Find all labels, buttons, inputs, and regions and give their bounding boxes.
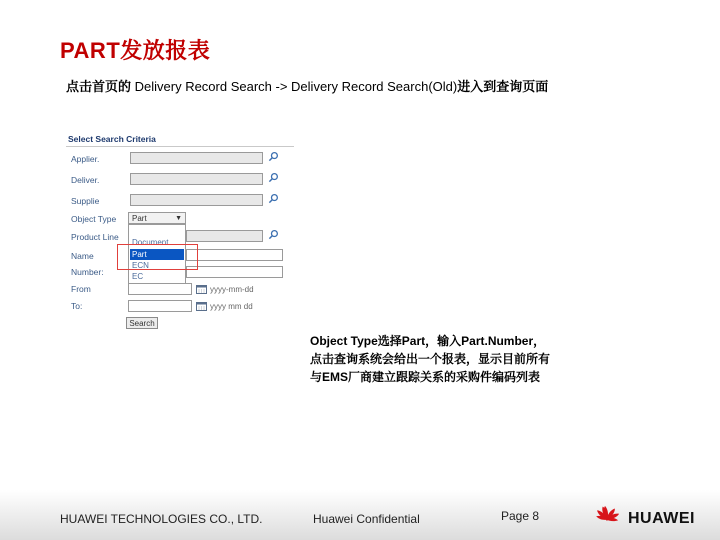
supplier-field[interactable] <box>130 194 263 206</box>
to-date-field[interactable] <box>128 300 192 312</box>
deliver-field[interactable] <box>130 173 263 185</box>
subtitle-suffix: 进入到查询页面 <box>457 79 549 94</box>
search-form-screenshot <box>64 130 296 332</box>
name-field[interactable] <box>186 249 283 261</box>
note-line-2: 点击查询系统会给出一个报表，显示目前所有 <box>310 352 551 366</box>
slide-title: PART发放报表 <box>60 38 211 63</box>
object-type-label: Object Type <box>71 214 117 224</box>
object-type-select[interactable] <box>128 212 186 224</box>
product-line-label: Product Line <box>71 232 119 242</box>
applier-field[interactable] <box>130 152 263 164</box>
dropdown-option-part[interactable]: Part <box>130 249 184 260</box>
number-field[interactable] <box>186 266 283 278</box>
dropdown-option-ec[interactable]: EC <box>132 272 144 281</box>
subtitle-prefix: 点击首页的 <box>66 79 132 94</box>
footer-company: HUAWEI TECHNOLOGIES CO., LTD. <box>60 512 263 526</box>
search-icon[interactable] <box>268 151 279 162</box>
from-date-field[interactable] <box>128 283 192 295</box>
slide-subtitle <box>66 76 548 95</box>
deliver-label: Deliver. <box>71 175 100 185</box>
search-button[interactable]: Search <box>126 317 158 329</box>
highlight-box <box>117 244 198 270</box>
subtitle-path: Delivery Record Search -> Delivery Record Search(Old) <box>131 79 458 94</box>
number-label: Number: <box>71 267 104 277</box>
footer-brand: HUAWEI <box>628 510 695 527</box>
chevron-down-icon: ▼ <box>175 215 182 222</box>
calendar-icon[interactable] <box>196 301 207 311</box>
footer-confidential: Huawei Confidential <box>313 512 420 526</box>
search-icon[interactable] <box>268 193 279 204</box>
from-label: From <box>71 284 91 294</box>
form-divider <box>66 146 294 147</box>
supplier-label: Supplie <box>71 196 100 206</box>
product-line-field[interactable] <box>186 230 263 242</box>
applier-label: Applier. <box>71 154 100 164</box>
footer-page-number: Page 8 <box>501 509 540 523</box>
form-header: Select Search Criteria <box>68 134 156 144</box>
name-label: Name <box>71 251 94 261</box>
search-icon[interactable] <box>268 172 279 183</box>
from-date-placeholder: yyyy-mm-dd <box>210 285 254 294</box>
dropdown-option-ecn[interactable]: ECN <box>132 261 149 270</box>
instruction-note <box>310 332 610 386</box>
to-label: To: <box>71 301 83 311</box>
dropdown-option-document[interactable]: Document <box>132 238 169 247</box>
search-icon[interactable] <box>268 229 279 240</box>
note-line-1: Object Type选择Part，输入Part.Number， <box>310 334 546 348</box>
object-type-value: Part <box>132 214 147 223</box>
note-line-3: 与EMS厂商建立跟踪关系的采购件编码列表 <box>310 370 541 384</box>
calendar-icon[interactable] <box>196 284 207 294</box>
to-date-placeholder: yyyy mm dd <box>210 302 253 311</box>
